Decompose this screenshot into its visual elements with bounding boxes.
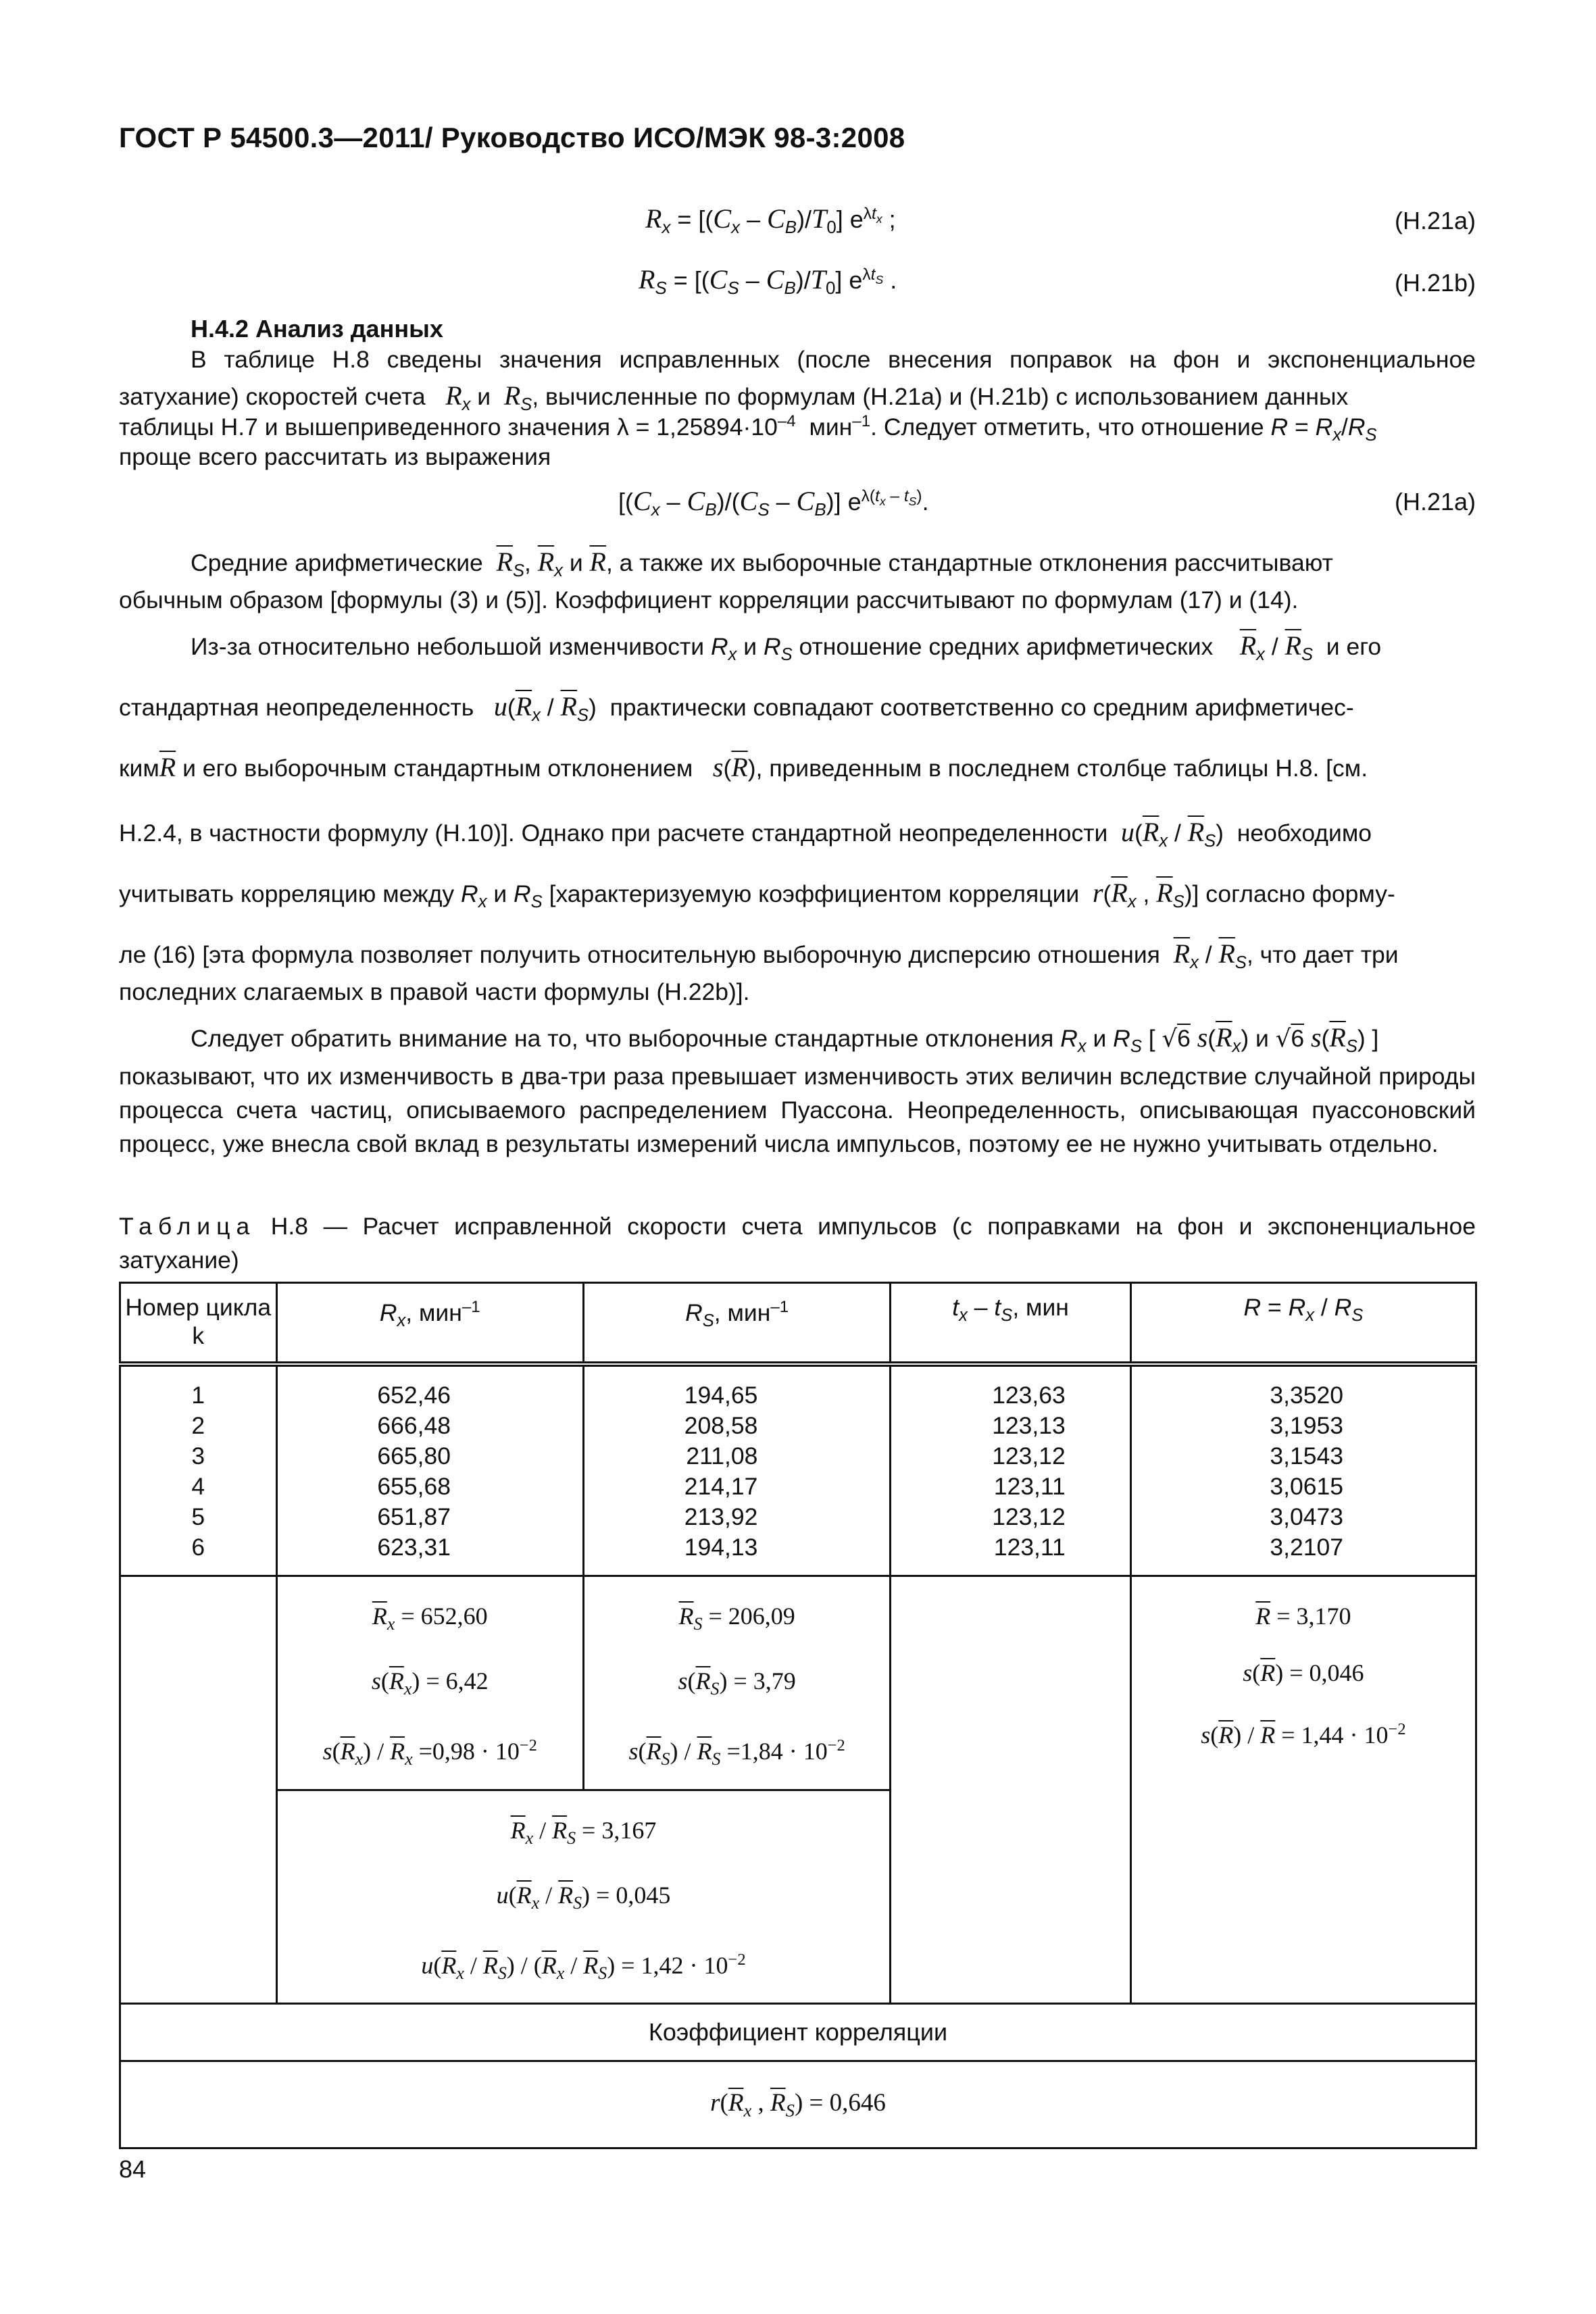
paragraph-line: стандартная неопределенность $u(\overline{R}_x / \overline{R}_S)$ практически совпадают соответственно со средним арифметичес- <box>119 691 1354 726</box>
stats-rx: $\overline{R}_x = 652,60$ $s(\overline{R}_x) = 6,42$ $s(\overline{R}_x) / \overline{R}_x =0,98 \cdot 10^{-2}$ <box>276 1576 583 1790</box>
header-cycle: Номер цикла k <box>120 1283 277 1365</box>
col-rs: 194,65 208,58 211,08 214,17 213,92 194,13 <box>583 1364 890 1576</box>
correlation-value: $r(\overline{R}_x$ , $\overline{R}_S) = 0,646$ <box>120 2061 1476 2148</box>
section-heading: Н.4.2 Анализ данных <box>191 315 443 343</box>
paragraph-line: затухание) скоростей счета $R_x$ и $R_S$, вычисленные по формулам (Н.21а) и (Н.21b) с использованием данных <box>119 380 1349 415</box>
stats-ratio: $\overline{R} = 3,170$ $s(\overline{R}) = 0,046$ $s(\overline{R}) / \overline{R} = 1,44 \cdot 10^{-2}$ <box>1130 1576 1476 2004</box>
equation-h21a: $R_x = [(C_x - C_B)/T_0]$ $e^{\lambda t_x}$ ; <box>645 203 896 238</box>
equation-h21b: $R_S = [(C_S - C_B)/T_0]$ $e^{\lambda t_S}$ . <box>639 264 897 299</box>
header-dt: $t_x - t_S$, мин <box>891 1283 1130 1365</box>
col-dt: 123,63 123,13 123,12 123,11 123,12 123,11 <box>891 1364 1130 1576</box>
table-corr-value-row <box>120 2061 1476 2148</box>
table-h8 <box>119 1282 1477 2149</box>
document-header: ГОСТ Р 54500.3—2011/ Руководство ИСО/МЭК 98-3:2008 <box>119 122 905 153</box>
paragraph-line: Средние арифметические $\overline{R}_S$, $\overline{R}_x$ и $\overline{R}$, а также их выборочные стандартные отклонения рассчитывают <box>191 547 1333 581</box>
paragraph: показывают, что их изменчивость в два-три раза превышает изменчивость этих величин вследствие случайной природы процесса счета частиц, описываемого распределением Пуассона. Неопределенность, описывающая пуассоновский процесс, уже внесла свой вклад в результаты измерений числа импульсов, поэтому ее не нужно учитывать отдельно. <box>119 1063 1476 1157</box>
table-stats-row <box>120 1576 1476 1790</box>
paragraph-line: Из-за относительно небольшой изменчивости $R_x$ и $R_S$ отношение средних арифметических $\overline{R}_x / \overline{R}_S$ и его <box>191 630 1382 665</box>
equation-number: (H.21b) <box>1394 269 1476 297</box>
equation-number: (H.21a) <box>1394 488 1476 515</box>
col-cycle: 1 2 3 4 5 6 <box>120 1364 277 1576</box>
paragraph-line: последних слагаемых в правой части формулы (Н.22b)]. <box>119 978 750 1005</box>
correlation-label: Коэффициент корреляции <box>120 2004 1476 2061</box>
paragraph-line: проще всего рассчитать из выражения <box>119 443 551 470</box>
paragraph-line: Н.2.4, в частности формулу (Н.10)]. Однако при расчете стандартной неопределенности $u(\overline{R}_x / \overline{R}_S)$ необходимо <box>119 817 1372 851</box>
stats-mean-ratio: $\overline{R}_x / \overline{R}_S = 3,167$ $u(\overline{R}_x / \overline{R}_S) = 0,045$ $u(\overline{R}_x / \overline{R}_S) / (\overline{R}_x / \overline{R}_S) = 1,42 \cdot 10^{-2}$ <box>276 1790 891 2004</box>
header-ratio: $R = R_x / R_S$ <box>1130 1283 1476 1365</box>
table-header-row <box>120 1283 1476 1365</box>
paragraph-line: обычным образом [формулы (3) и (5)]. Коэффициент корреляции рассчитывают по формулам (17) и (14). <box>119 586 1299 613</box>
empty-cell <box>120 1576 277 2004</box>
paragraph-line: ле (16) [эта формула позволяет получить относительную выборочную дисперсию отношения $\overline{R}_x / \overline{R}_S$, что дает три <box>119 938 1399 973</box>
paragraph-line: учитывать корреляцию между $R_x$ и $R_S$ [характеризуемую коэффициентом корреляции $r(\overline{R}_x$ , $\overline{R}_S$)] согласно форму- <box>119 878 1395 912</box>
paragraph-line: таблицы Н.7 и вышеприведенного значения $\lambda = 1,25894\cdot 10^{-4}$ мин$^{-1}$. Следует отметить, что отношение $R = R_x/R_S$ <box>119 412 1377 445</box>
header-rs: $R_S$, мин$^{-1}$ <box>583 1283 890 1365</box>
col-ratio: 3,3520 3,1953 3,1543 3,0615 3,0473 3,2107 <box>1130 1364 1476 1576</box>
stats-rs: $\overline{R}_S = 206,09$ $s(\overline{R}_S) = 3,79$ $s(\overline{R}_S) / \overline{R}_S =1,84 \cdot 10^{-2}$ <box>583 1576 890 1790</box>
empty-cell <box>891 1576 1130 2004</box>
page-number: 84 <box>119 2155 147 2183</box>
equation-number: (H.21a) <box>1394 207 1476 234</box>
paragraph-line: $ким\overline{R}$ и его выборочным стандартным отклонением $s(\overline{R})$, приведенным в последнем столбце таблицы Н.8. [см. <box>119 752 1368 782</box>
table-data-row <box>120 1364 1476 1576</box>
equation-ratio: $[(C_x - C_B)/(C_S - C_B)]$ $e^{\lambda(t_x - t_S)}$. <box>618 486 929 520</box>
table-corr-header-row <box>120 2004 1476 2061</box>
table-caption: Таблица Н.8 — Расчет исправленной скорости счета импульсов (с поправками на фон и экспоненциальное затухание) <box>119 1213 1476 1274</box>
col-rx: 652,46 666,48 665,80 655,68 651,87 623,31 <box>276 1364 583 1576</box>
paragraph-line: В таблице Н.8 сведены значения исправленных (после внесения поправок на фон и экспоненциальное <box>191 346 1476 373</box>
header-rx: $R_x$, мин$^{-1}$ <box>276 1283 583 1365</box>
paragraph-line: Следует обратить внимание на то, что выборочные стандартные отклонения $R_x$ и $R_S$ [ √6 $s(\overline{R}_x)$ и √6 $s(\overline{R}_S)$ ] <box>191 1022 1379 1057</box>
